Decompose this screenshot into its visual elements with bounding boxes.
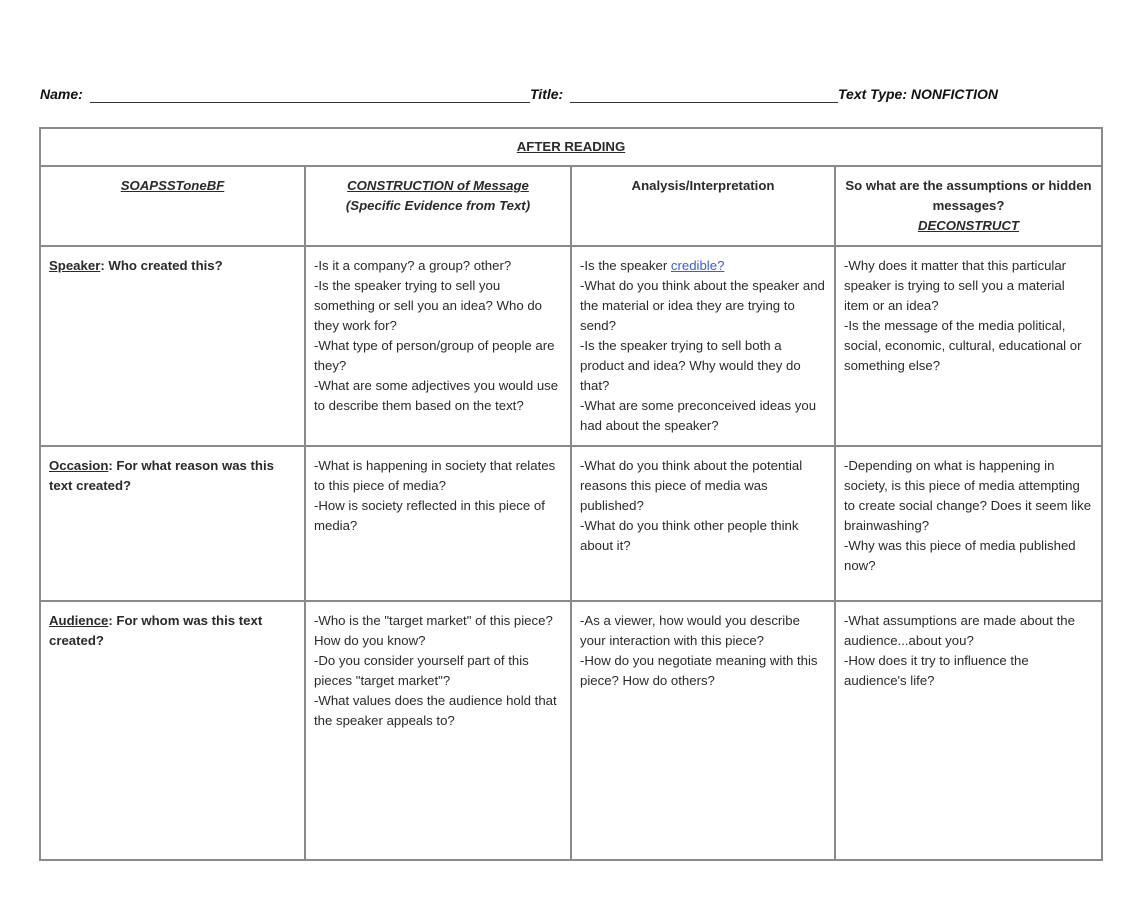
name-label: Name: bbox=[40, 86, 83, 102]
text-type-label: Text Type: NONFICTION bbox=[838, 86, 998, 102]
table-row-occasion bbox=[40, 446, 1102, 601]
table-row-speaker bbox=[40, 246, 1102, 446]
list-item: -How do you negotiate meaning with this piece? How do others? bbox=[580, 653, 818, 688]
title-blank-line bbox=[570, 102, 838, 103]
title-label: Title: bbox=[530, 86, 564, 102]
worksheet-header bbox=[40, 84, 1100, 108]
list-item: -How does it try to influence the audience's life? bbox=[844, 653, 1029, 688]
column-header-deconstruct bbox=[835, 166, 1102, 246]
speaker-deconstruct-cell[interactable] bbox=[835, 246, 1102, 446]
list-item: -What are some adjectives you would use to describe them based on the text? bbox=[314, 378, 559, 413]
list-item: -Why does it matter that this particular speaker is trying to sell you a material item or an idea? bbox=[844, 258, 1067, 313]
construction-header-main: CONSTRUCTION of Message bbox=[347, 178, 529, 193]
list-item: -Why was this piece of media published now? bbox=[844, 538, 1076, 573]
occasion-deconstruct-cell[interactable] bbox=[835, 446, 1102, 601]
row-header-audience: Audience: For whom was this text created? bbox=[40, 601, 305, 860]
list-item: -Is the message of the media political, social, economic, cultural, educational or something else? bbox=[844, 318, 1082, 373]
row-header-occasion: Occasion: For what reason was this text created? bbox=[40, 446, 305, 601]
list-item: -What do you think about the potential reasons this piece of media was published? bbox=[580, 458, 803, 513]
speaker-analysis-cell[interactable] bbox=[571, 246, 835, 446]
audience-deconstruct-cell[interactable] bbox=[835, 601, 1102, 860]
list-item: -What are some preconceived ideas you had about the speaker? bbox=[580, 398, 817, 433]
table-row-audience bbox=[40, 601, 1102, 860]
list-item: -How is society reflected in this piece of media? bbox=[314, 498, 545, 533]
occasion-construction-cell[interactable] bbox=[305, 446, 571, 601]
column-header-construction bbox=[305, 166, 571, 246]
list-item: -Depending on what is happening in society, is this piece of media attempting to create social change? Does it seem like brainwashing? bbox=[844, 458, 1092, 533]
list-item: -Do you consider yourself part of this pieces "target market"? bbox=[314, 653, 529, 688]
list-item: -What do you think other people think about it? bbox=[580, 518, 799, 553]
list-item: -What type of person/group of people are they? bbox=[314, 338, 555, 373]
list-item: -Is the speaker trying to sell both a product and idea? Why would they do that? bbox=[580, 338, 801, 393]
name-blank-line bbox=[90, 102, 530, 103]
list-item: -What assumptions are made about the audience...about you? bbox=[844, 613, 1075, 648]
deconstruct-header-label: DECONSTRUCT bbox=[917, 218, 1020, 233]
row-header-speaker: Speaker: Who created this? bbox=[40, 246, 305, 446]
audience-analysis-cell[interactable] bbox=[571, 601, 835, 860]
list-item: -What values does the audience hold that the speaker appeals to? bbox=[314, 693, 557, 728]
list-item: -Is the speaker credible? bbox=[580, 258, 725, 273]
list-item: -What is happening in society that relates to this piece of media? bbox=[314, 458, 556, 493]
column-header-soapstone: SOAPSSToneBF bbox=[40, 166, 305, 246]
occasion-analysis-cell[interactable] bbox=[571, 446, 835, 601]
column-header-analysis: Analysis/Interpretation bbox=[571, 166, 835, 246]
list-item: -As a viewer, how would you describe your interaction with this piece? bbox=[580, 613, 800, 648]
list-item: -Is it a company? a group? other? bbox=[314, 258, 512, 273]
list-item: -Who is the "target market" of this piece? How do you know? bbox=[314, 613, 553, 648]
credible-link[interactable]: credible? bbox=[670, 258, 725, 273]
table-title: AFTER READING bbox=[40, 128, 1102, 166]
list-item: -Is the speaker trying to sell you something or sell you an idea? Who do they work for? bbox=[314, 278, 542, 333]
audience-construction-cell[interactable] bbox=[305, 601, 571, 860]
speaker-construction-cell[interactable] bbox=[305, 246, 571, 446]
list-item: -What do you think about the speaker and the material or idea they are trying to send? bbox=[580, 278, 825, 333]
soapstone-table bbox=[39, 127, 1103, 861]
deconstruct-header-question: So what are the assumptions or hidden messages? bbox=[845, 178, 1092, 213]
construction-header-sub: (Specific Evidence from Text) bbox=[345, 198, 531, 213]
